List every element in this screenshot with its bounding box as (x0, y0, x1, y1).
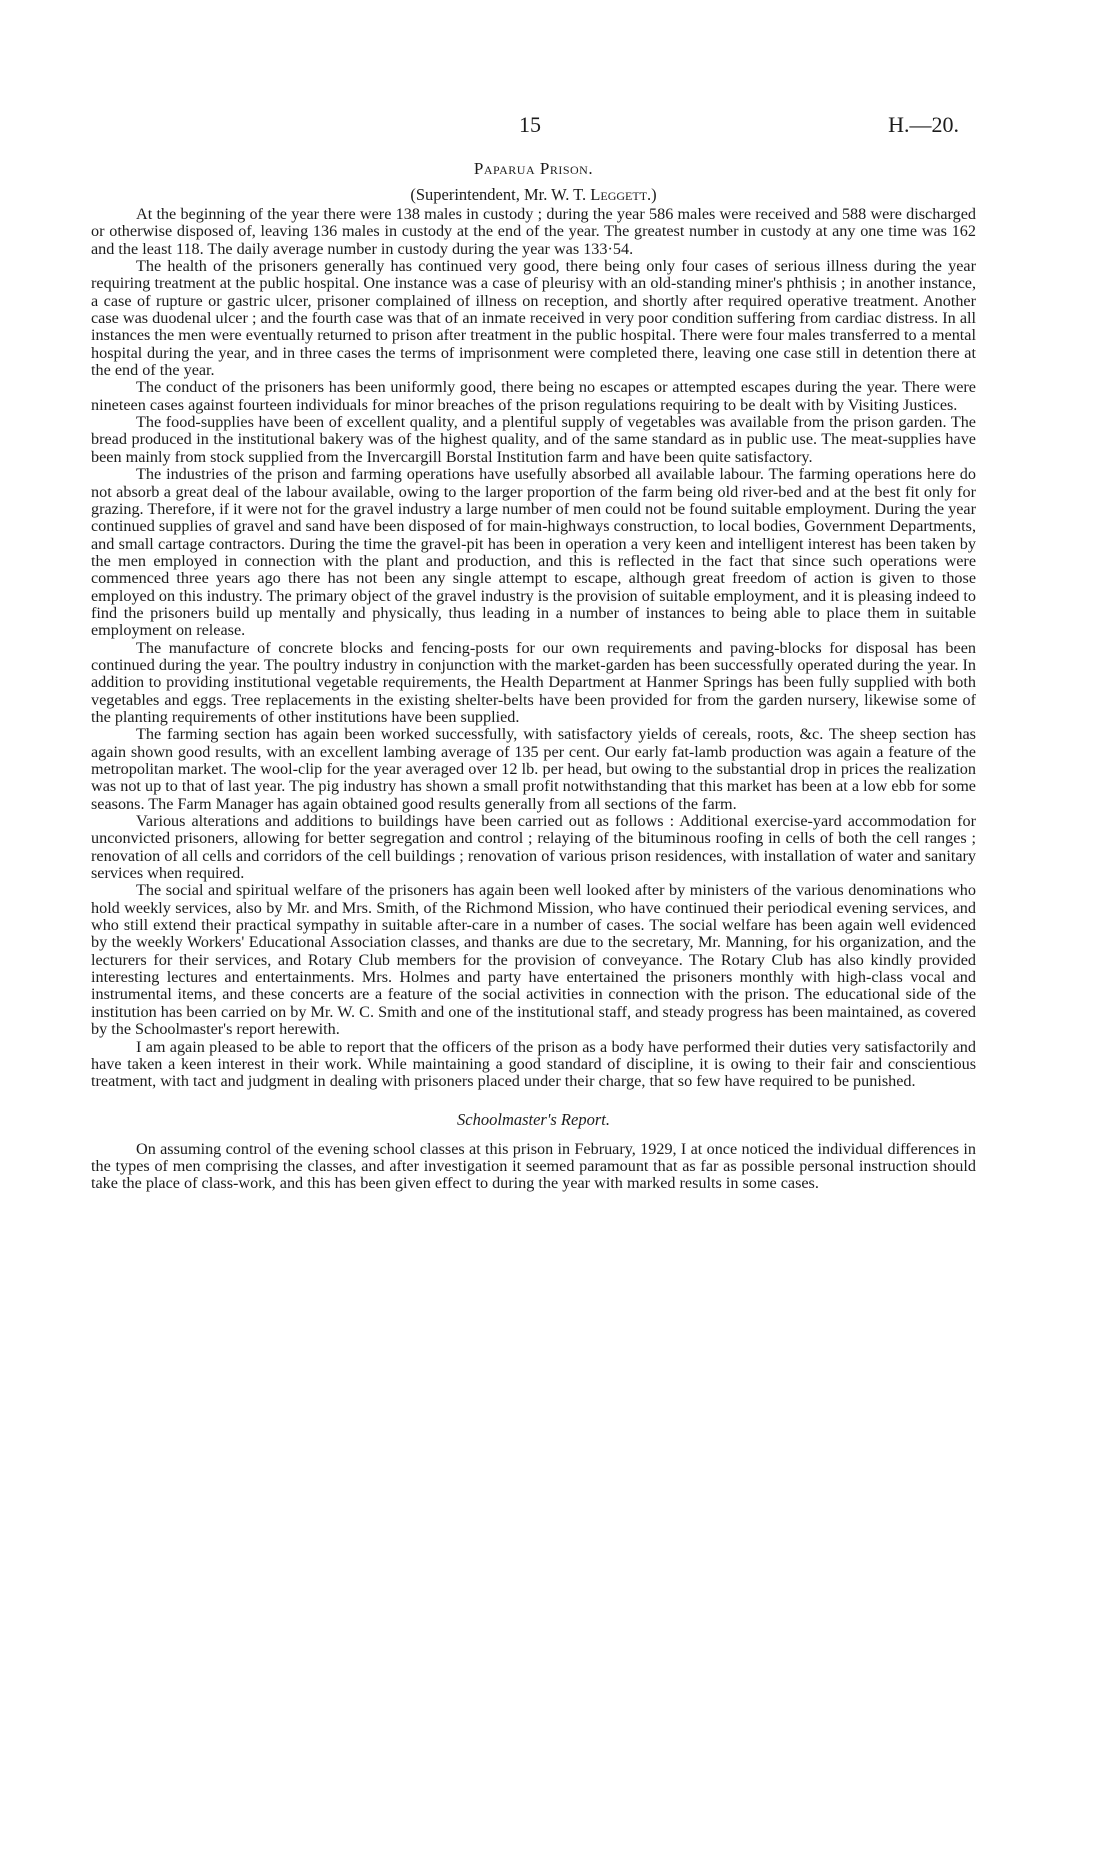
page-number: 15 (519, 112, 541, 137)
paragraph-buildings: Various alterations and additions to buildings have been carried out as follows : Additional exercise-yard accommodation for unconvicted prisoners, allowing for better segregation and control ; relaying of the bituminous roofing in cells of both the cell ranges ; renovation of all cells and corridors of the cell buildings ; renovation of various prison residences, with installation of water and sanitary services when required. (91, 812, 976, 883)
section-title: Paparua Prison. (473, 159, 594, 178)
paragraph-officers: I am again pleased to be able to report that the officers of the prison as a body have performed their duties very satisfactorily and have taken a keen interest in their work. While maintaining a good standard of discipline, it is owing to their fair and conscientious treatment, with tact and judgment in dealing with prisoners placed under their charge, that so few have required to be punished. (91, 1037, 976, 1091)
paragraph-welfare: The social and spiritual welfare of the prisoners has again been well looked after by ministers of the various denominations who hold weekly services, also by Mr. and Mrs. Smith, of the Richmond Mission, who have continued their periodical evening services, and who still extend their practical sympathy in suitable after-care in a number of cases. The social welfare has been again well evidenced by the weekly Workers' Educational Association classes, and thanks are due to the secretary, Mr. Manning, for his organization, and the lecturers for their services, and Rotary Club members for the provision of conveyance. The Rotary Club has also kindly provided interesting lectures and entertainments. Mrs. Holmes and party have entertained the prisoners monthly with high-class vocal and instrumental items, and these concerts are a feature of the social activities in connection with the prison. The educational side of the institution has been carried on by Mr. W. C. Smith and one of the institutional staff, and steady progress has been maintained, as covered by the Schoolmaster's report herewith. (91, 881, 976, 1039)
document-reference: H.—20. (888, 112, 959, 137)
paragraph-health: The health of the prisoners generally has continued very good, there being only four cases of serious illness during the year requiring treatment at the public hospital. One instance was a case of pleurisy with an old-standing miner's phthisis ; in another instance, a case of rupture or gastric ulcer, prisoner complained of illness on reception, and shortly after required operative treatment. Another case was duodenal ulcer ; and the fourth case was that of an inmate received in very poor condition suffering from cardiac distress. In all instances the men were eventually returned to prison after treatment in the public hospital. There were four males transferred to a mental hospital during the year, and in three cases the terms of imprisonment were completed there, leaving one case still in detention there at the end of the year. (91, 257, 976, 380)
paragraph-industries: The industries of the prison and farming operations have usefully absorbed all available labour. The farming operations here do not absorb a great deal of the labour available, owing to the larger proportion of the farm being old river-bed and at the best fit only for grazing. Therefore, if it were not for the gravel industry a large number of men could not be found suitable employment. During the year continued supplies of gravel and sand have been disposed of for main-highways construction, to local bodies, Government Departments, and small cartage contractors. During the time the gravel-pit has been in operation a very keen and intelligent interest has been taken by the men employed in connection with the plant and production, and this is reflected in the fact that since such operations were commenced three years ago there has not been any single attempt to escape, although great freedom of action is given to those employed on this industry. The primary object of the gravel industry is the provision of suitable employment, and it is pleasing indeed to find the prisoners build up mentally and physically, thus leading in a number of instances to being able to place them in suitable employment on release. (91, 465, 976, 640)
section-subtitle (91, 184, 976, 206)
paragraph-farming: The farming section has again been worked successfully, with satisfactory yields of cereals, roots, &c. The sheep section has again shown good results, with an excellent lambing average of 135 per cent. Our early fat-lamb production was again a feature of the metropolitan market. The wool-clip for the year averaged over 12 lb. per head, but owing to the substantial drop in prices the realization was not up to that of last year. The pig industry has shown a small profit notwithstanding that this market has been at a low ebb for some seasons. The Farm Manager has again obtained good results generally from all sections of the farm. (91, 725, 976, 813)
subtitle-prefix: (Superintendent, Mr. W. T. (410, 185, 591, 204)
page-body (91, 158, 976, 1193)
paragraph-manufacture: The manufacture of concrete blocks and fencing-posts for our own requirements and paving-blocks for disposal has been continued during the year. The poultry industry in conjunction with the market-garden has been successfully operated during the year. In addition to providing institutional vegetable requirements, the Health Department at Hanmer Springs has been fully supplied with both vegetables and eggs. Tree replacements in the existing shelter-belts have been provided for from the garden nursery, likewise some of the planting requirements of other institutions have been supplied. (91, 638, 976, 726)
subtitle-suffix: .) (647, 185, 657, 204)
superintendent-name: Leggett (590, 185, 648, 204)
paragraph-food-supplies: The food-supplies have been of excellent quality, and a plentiful supply of vegetables was available from the prison garden. The bread produced in the institutional bakery was of the highest quality, and of the same standard as in public use. The meat-supplies have been mainly from stock supplied from the Invercargill Borstal Institution farm and have been quite satisfactory. (91, 413, 976, 466)
paragraph-custody: At the beginning of the year there were 138 males in custody ; during the year 586 males were received and 588 were discharged or otherwise disposed of, leaving 136 males in custody at the end of the year. The greatest number in custody at any one time was 162 and the least 118. The daily average number in custody during the year was 133·54. (91, 205, 976, 258)
report-heading: Schoolmaster's Report. (457, 1109, 610, 1129)
report-paragraph: On assuming control of the evening school classes at this prison in February, 1929, I at once noticed the individual differences in the types of men comprising the classes, and after investigation it seemed paramount that as far as possible personal instruction should take the place of class-work, and this has been given effect to during the year with marked results in some cases. (91, 1139, 976, 1193)
paragraph-conduct: The conduct of the prisoners has been uniformly good, there being no escapes or attempted escapes during the year. There were nineteen cases against fourteen individuals for minor breaches of the prison regulations requiring to be dealt with by Visiting Justices. (91, 378, 976, 414)
